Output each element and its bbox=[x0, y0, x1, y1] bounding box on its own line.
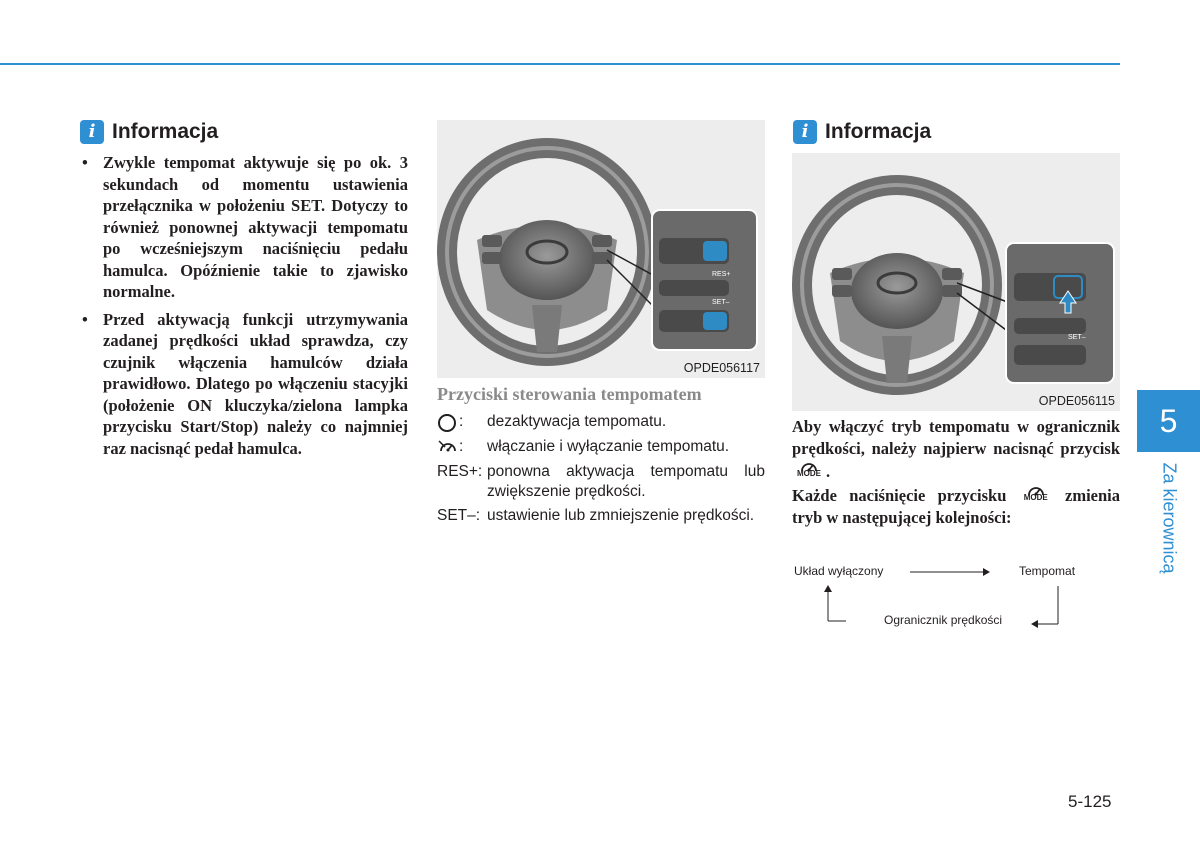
steering-wheel-mode-illustration bbox=[792, 153, 1120, 411]
control-item bbox=[437, 506, 765, 526]
control-desc: dezaktywacja tempomatu. bbox=[487, 413, 667, 430]
figure-code: OPDE056117 bbox=[683, 361, 760, 375]
figure-code: OPDE056115 bbox=[1038, 394, 1115, 408]
chapter-number: 5 bbox=[1137, 390, 1200, 452]
res-plus-label: RES+ bbox=[712, 271, 731, 278]
set-minus-label: SET– bbox=[712, 299, 730, 306]
speedometer-cruise-icon bbox=[437, 438, 459, 458]
chapter-name-box bbox=[1137, 456, 1200, 580]
flow-off-label: Układ wyłączony bbox=[794, 564, 884, 578]
bullet-item: • Zwykle tempomat aktywuje się po ok. 3 sekundach od momentu ustawienia przełącznika w położeniu SET. Dotyczy to również ponownej aktywacji tempomatu po wcześniejszym naciśnięciu pedału hamulca. Opóźnienie takie to zjawisko normalne. bbox=[80, 152, 408, 303]
control-desc: włączanie i wyłączanie tempomatu. bbox=[487, 438, 730, 455]
control-item bbox=[437, 437, 765, 458]
control-key: SET–: bbox=[437, 507, 481, 524]
control-key: : bbox=[437, 437, 487, 458]
control-key: RES+: bbox=[437, 463, 483, 480]
info-header-left bbox=[80, 120, 218, 144]
steering-wheel-figure bbox=[437, 120, 765, 378]
steering-wheel-mode-figure bbox=[792, 153, 1120, 411]
controls-heading: Przyciski sterowania tempomatem bbox=[437, 384, 702, 404]
control-item bbox=[437, 462, 765, 502]
control-desc: ponowna aktywacja tempomatu lub zwiększenie prędkości. bbox=[487, 463, 765, 500]
control-desc: ustawienie lub zmniejszenie prędkości. bbox=[487, 507, 755, 524]
control-item bbox=[437, 412, 765, 433]
mode-paragraph-2: Każde naciśnięcie przycisku MODE zmienia tryb w następującej kolejności: bbox=[792, 483, 1120, 529]
page-number: 5-125 bbox=[1068, 792, 1112, 811]
info-title-right: Informacja bbox=[825, 120, 932, 143]
control-key: : bbox=[437, 412, 487, 433]
info-bullets bbox=[80, 152, 408, 465]
bullet-item: • Przed aktywacją funkcji utrzymywania zadanej prędkości układ sprawdza, czy czujnik włączenia hamulców działa prawidłowo. Dlatego po włączeniu stacyjki (położenie ON kluczyka/zielona lampka przycisku Start/Stop) należy co najmniej raz nacisnąć pedał hamulca. bbox=[80, 309, 408, 460]
steering-wheel-illustration bbox=[437, 120, 765, 378]
set-minus-label: SET– bbox=[1068, 334, 1086, 341]
chapter-tab bbox=[1137, 390, 1200, 580]
mode-button-icon: MODE bbox=[1019, 483, 1053, 507]
top-rule bbox=[0, 63, 1120, 65]
info-icon: i bbox=[80, 120, 104, 144]
info-header-right bbox=[793, 120, 931, 144]
flow-arrows bbox=[790, 560, 1080, 640]
info-title-left: Informacja bbox=[112, 120, 219, 143]
chapter-name: Za kierownicą bbox=[1159, 462, 1179, 574]
flow-limiter-label: Ogranicznik prędkości bbox=[884, 613, 1003, 627]
controls-list bbox=[437, 412, 765, 530]
flow-cruise-label: Tempomat bbox=[1019, 564, 1076, 578]
mode-button-icon: MODE bbox=[792, 459, 826, 483]
circle-cancel-icon bbox=[437, 413, 459, 433]
mode-paragraph-1: Aby włączyć tryb tempomatu w ogranicznik prędkości, należy najpierw nacisnąć przycisk MODE . bbox=[792, 417, 1120, 481]
info-icon: i bbox=[793, 120, 817, 144]
mode-instructions bbox=[792, 416, 1120, 529]
